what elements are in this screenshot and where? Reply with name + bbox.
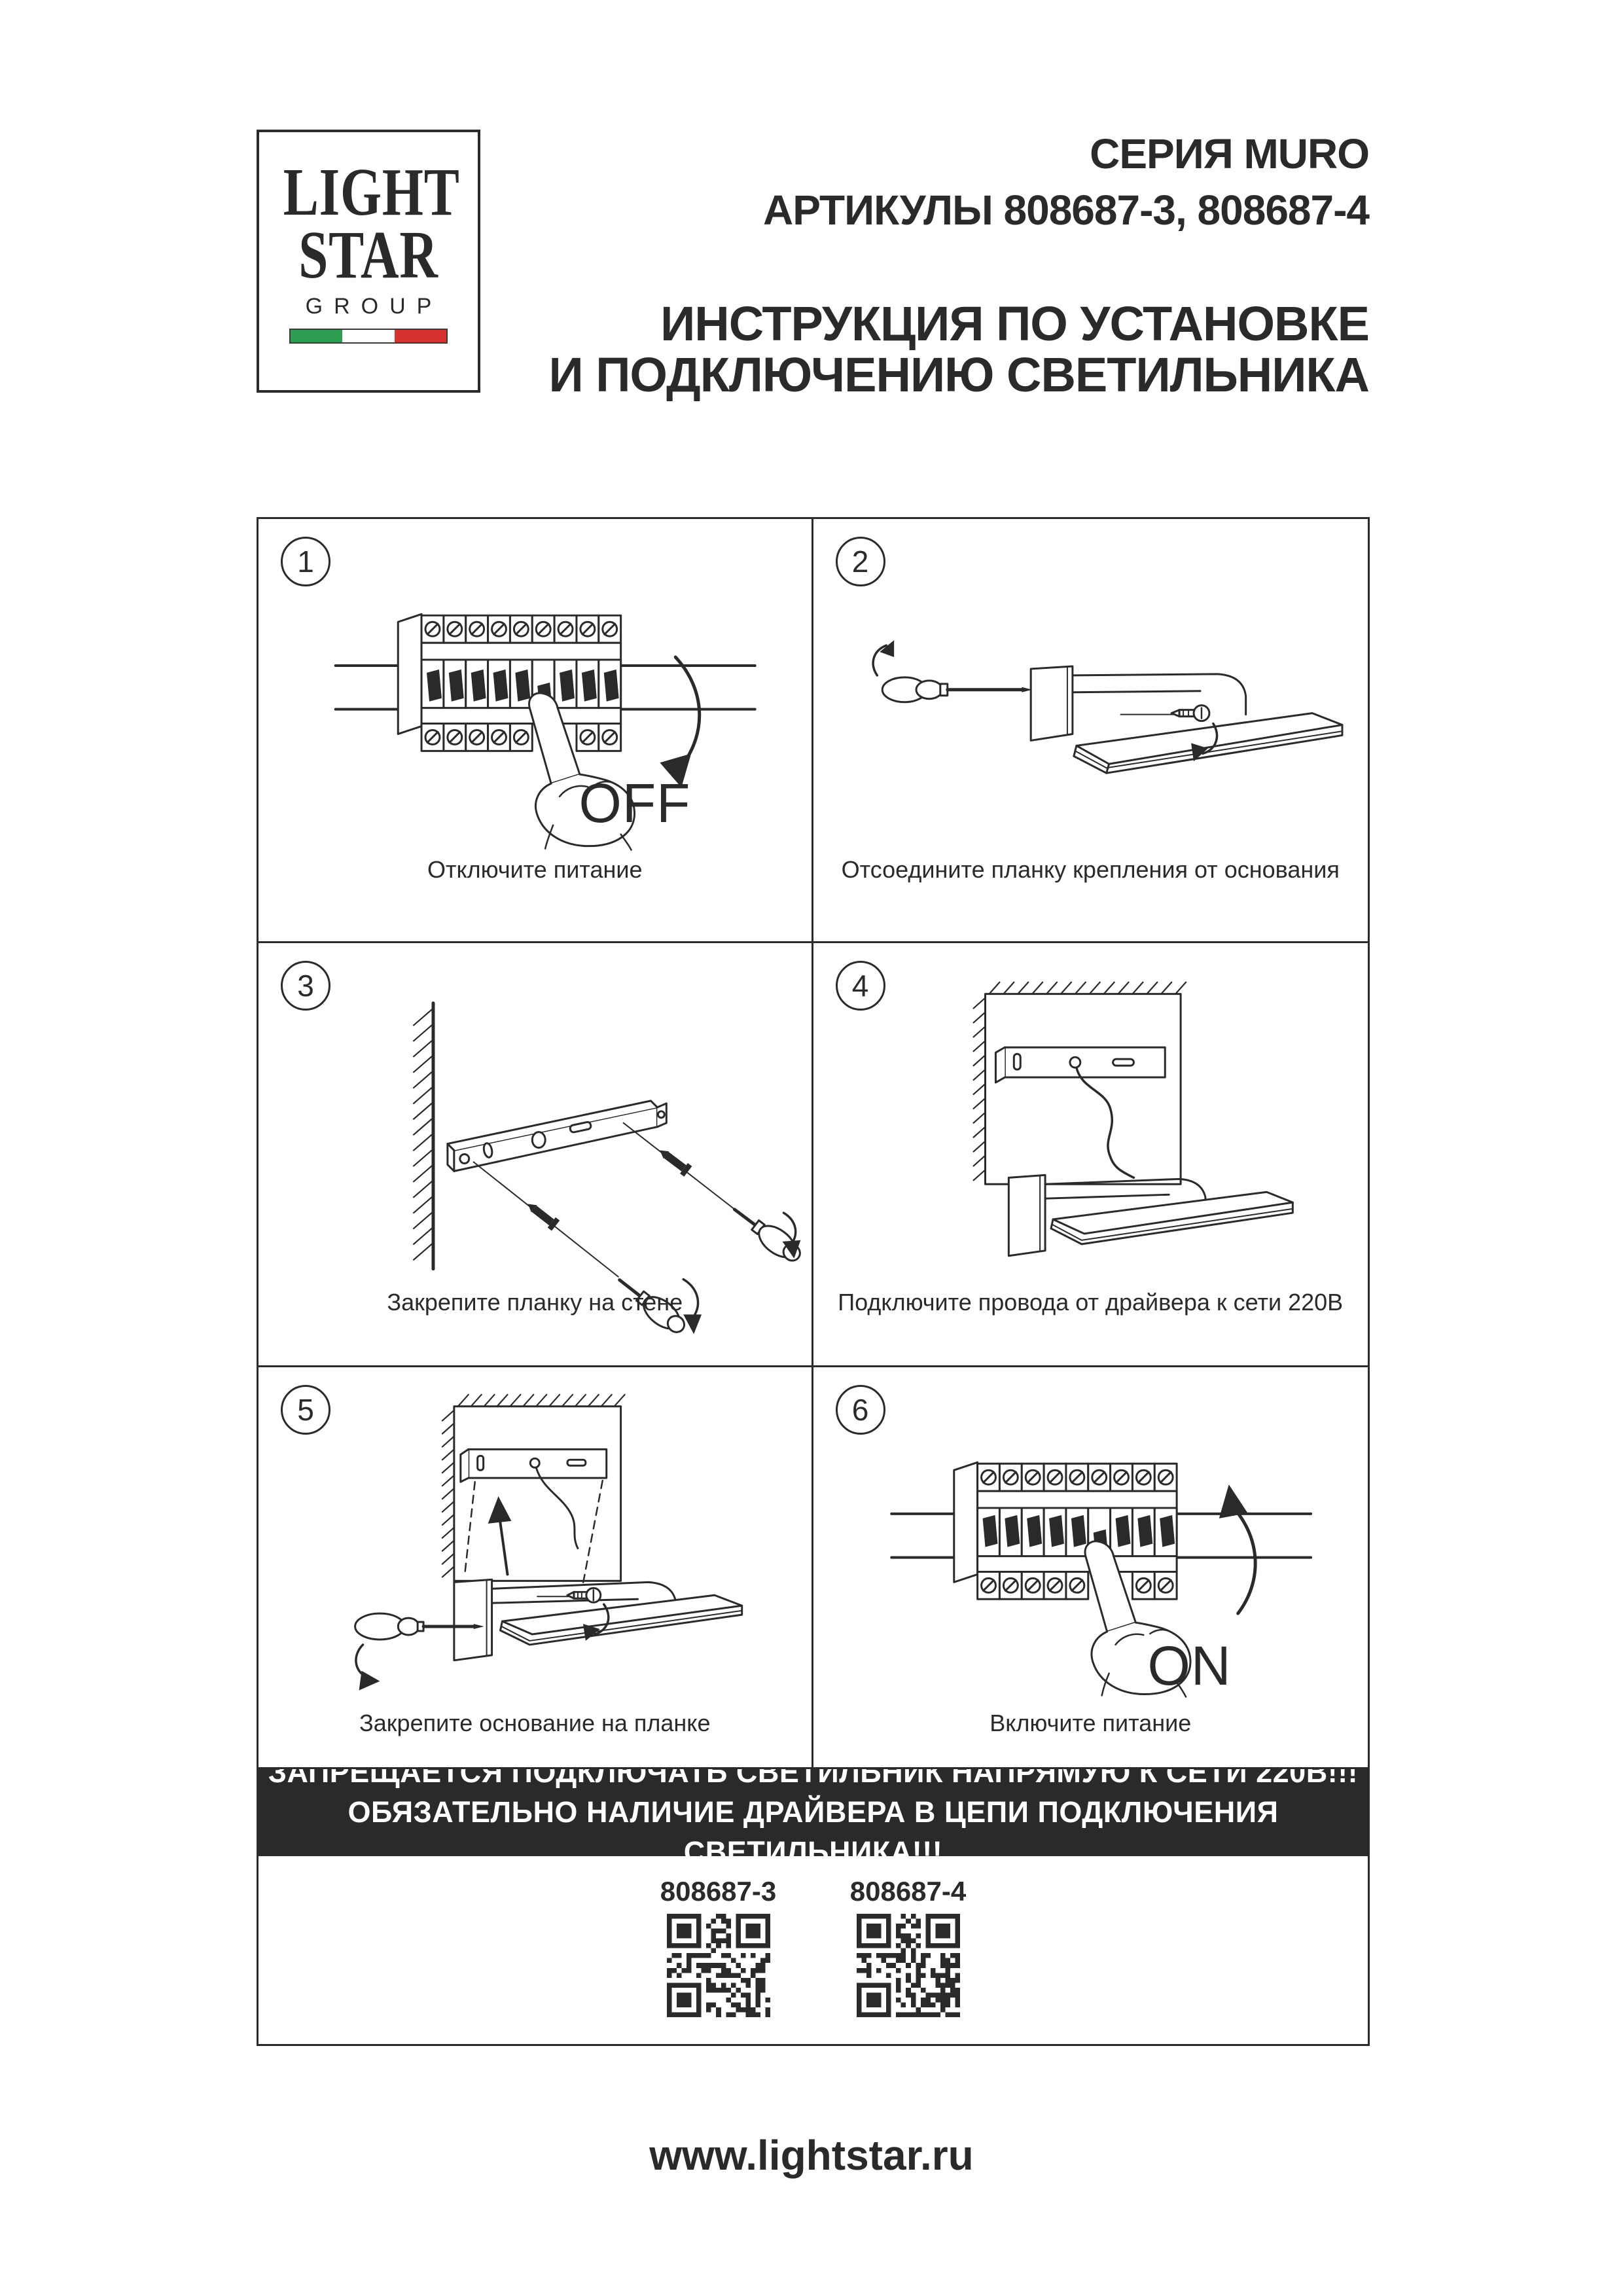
steps-grid bbox=[259, 519, 1368, 1769]
circuit-breaker-on-illustration bbox=[813, 1367, 1368, 1767]
instruction-block bbox=[257, 517, 1370, 2046]
logo-word-light: LIGHT bbox=[283, 154, 460, 230]
step-number: 1 bbox=[297, 545, 314, 579]
articles-line: АРТИКУЛЫ 808687-3, 808687-4 bbox=[762, 187, 1369, 234]
step-number: 2 bbox=[851, 545, 869, 579]
qr-item-1 bbox=[650, 1876, 787, 2044]
rotation-arrow-icon-2 bbox=[356, 1645, 380, 1691]
step-cell-5 bbox=[259, 1367, 813, 1769]
step-cell-2 bbox=[813, 519, 1368, 943]
breaker-bottom-terminals bbox=[421, 724, 621, 751]
step-2-caption: Отсоедините планку крепления от основания bbox=[841, 856, 1340, 883]
on-label: ON bbox=[1147, 1635, 1232, 1696]
qr-item-2 bbox=[840, 1876, 977, 2044]
breaker-switch-row bbox=[421, 660, 621, 715]
mounting-bracket-drawing bbox=[461, 1449, 607, 1482]
screw-icon-2 bbox=[656, 1145, 692, 1177]
warning-line-2: ОБЯЗАТЕЛЬНО НАЛИЧИЕ ДРАЙВЕРА В ЦЕПИ ПОДКЛЮЧЕНИЯ СВЕТИЛЬНИКА!!! bbox=[348, 1795, 1279, 1869]
step-number: 5 bbox=[297, 1393, 314, 1427]
step-cell-4 bbox=[813, 943, 1368, 1367]
qr-section bbox=[259, 1856, 1368, 2044]
page-title-line2: И ПОДКЛЮЧЕНИЮ СВЕТИЛЬНИКА bbox=[548, 348, 1369, 402]
series-title: СЕРИЯ MURO bbox=[1090, 130, 1369, 177]
arrow-up-icon bbox=[1219, 1484, 1255, 1613]
qr-label-1: 808687-3 bbox=[660, 1876, 777, 1907]
qr-code-1 bbox=[667, 1914, 770, 2017]
logo-word-star: STAR bbox=[298, 217, 438, 293]
step-3-caption: Закрепите планку на стене bbox=[387, 1289, 683, 1316]
breaker-top-terminals bbox=[977, 1463, 1177, 1491]
wall-lamp-drawing bbox=[1031, 666, 1342, 773]
wall-hatch bbox=[414, 1003, 433, 1269]
breaker-bottom-terminals bbox=[977, 1571, 1177, 1599]
logo-word-group: GROUP bbox=[305, 294, 443, 319]
arrow-down-icon bbox=[660, 657, 699, 787]
step-6-caption: Включите питание bbox=[990, 1710, 1192, 1736]
step-4-caption: Подключите провода от драйвера к сети 220В bbox=[838, 1289, 1344, 1316]
fix-base-to-bracket-illustration bbox=[259, 1367, 812, 1767]
warning-line-1: ЗАПРЕЩАЕТСЯ ПОДКЛЮЧАТЬ СВЕТИЛЬНИК НАПРЯМУЮ К СЕТИ 220В!!! bbox=[268, 1755, 1359, 1789]
wall-lamp-drawing bbox=[1008, 1175, 1293, 1255]
wall-patch-drawing bbox=[442, 1395, 625, 1581]
screw-icon-1 bbox=[524, 1199, 560, 1231]
step-cell-3 bbox=[259, 943, 813, 1367]
qr-code-2 bbox=[857, 1914, 960, 2017]
wall-patch-drawing bbox=[973, 982, 1185, 1185]
qr-label-2: 808687-4 bbox=[849, 1876, 967, 1907]
step-1-caption: Отключите питание bbox=[427, 856, 643, 883]
off-label: OFF bbox=[579, 772, 691, 834]
step-number: 3 bbox=[297, 969, 314, 1003]
step-number: 4 bbox=[851, 969, 869, 1003]
website-url: www.lightstar.ru bbox=[649, 2132, 974, 2179]
step-5-caption: Закрепите основание на планке bbox=[359, 1710, 711, 1736]
breaker-switch-row bbox=[977, 1508, 1177, 1562]
mounting-bracket-drawing bbox=[448, 1101, 666, 1172]
lightstar-logo bbox=[257, 130, 480, 393]
breaker-top-terminals bbox=[421, 615, 621, 643]
screwdriver-icon bbox=[873, 640, 1032, 702]
step-number: 6 bbox=[851, 1393, 869, 1427]
page-title-line1: ИНСТРУКЦИЯ ПО УСТАНОВКЕ bbox=[660, 296, 1369, 351]
screw-icon bbox=[1120, 706, 1209, 721]
step-cell-1 bbox=[259, 519, 813, 943]
step-cell-6 bbox=[813, 1367, 1368, 1769]
warning-banner bbox=[259, 1755, 1368, 1869]
italian-flag-icon bbox=[289, 329, 448, 344]
